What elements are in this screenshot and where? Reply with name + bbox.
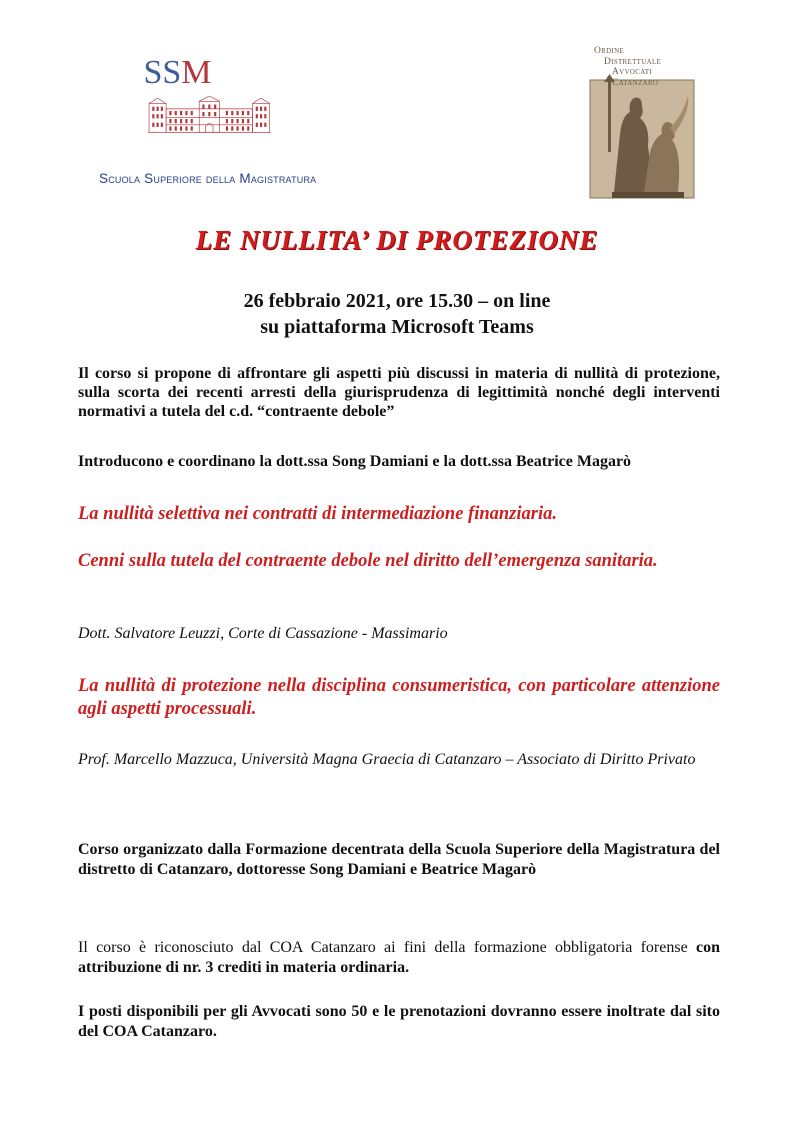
event-platform: su piattaforma Microsoft Teams [260, 316, 534, 338]
ssm-logo-subtitle: Scuola Superiore della Magistratura [99, 171, 317, 186]
course-intro: Il corso si propone di affrontare gli aspetti più discussi in materia di nullità di protezione, sulla scorta dei recenti arresti della giurisprudenza di legittimità nonché degli interventi normativi a tutela del c.d. “contraente debole” [78, 365, 720, 420]
speaker-2: Prof. Marcello Mazzuca, Università Magna Graecia di Catanzaro – Associato di Diritto Privato [78, 751, 696, 768]
ssm-building-icon [97, 96, 327, 168]
event-date: 26 febbraio 2021, ore 15.30 – on line [243, 290, 551, 312]
credits-text: Il corso è riconosciuto dal COA Catanzaro ai fini della formazione obbligatoria forense [78, 939, 688, 956]
course-organizer: Corso organizzato dalla Formazione decentrata della Scuola Superiore della Magistratura del distretto di Catanzaro, dottoresse Song Damiani e Beatrice Magarò [78, 841, 720, 878]
coa-logo-text: Ordine Distrettuale Avvocati Catanzaro [594, 46, 662, 88]
credits-count: con attribuzione di nr. 3 crediti in materia ordinaria. [78, 939, 721, 976]
course-credits [78, 938, 720, 978]
speaker-1: Dott. Salvatore Leuzzi, Corte di Cassazione - Massimario [78, 625, 448, 642]
seats-info: I posti disponibili per gli Avvocati sono 50 e le prenotazioni dovranno essere inoltrate dal sito del COA Catanzaro. [78, 1003, 720, 1040]
ssm-logo-text: SSM [143, 54, 212, 91]
page-title: LE NULLITA’ DI PROTEZIONE [195, 225, 599, 255]
topic-3: La nullità di protezione nella disciplina consumeristica, con particolare attenzione agli aspetti processuali. [78, 676, 720, 719]
topic-1: La nullità selettiva nei contratti di intermediazione finanziaria. [78, 504, 557, 524]
course-coordinators: Introducono e coordinano la dott.ssa Song Damiani e la dott.ssa Beatrice Magarò [78, 453, 632, 470]
topic-2: Cenni sulla tutela del contraente debole nel diritto dell’emergenza sanitaria. [78, 551, 658, 571]
